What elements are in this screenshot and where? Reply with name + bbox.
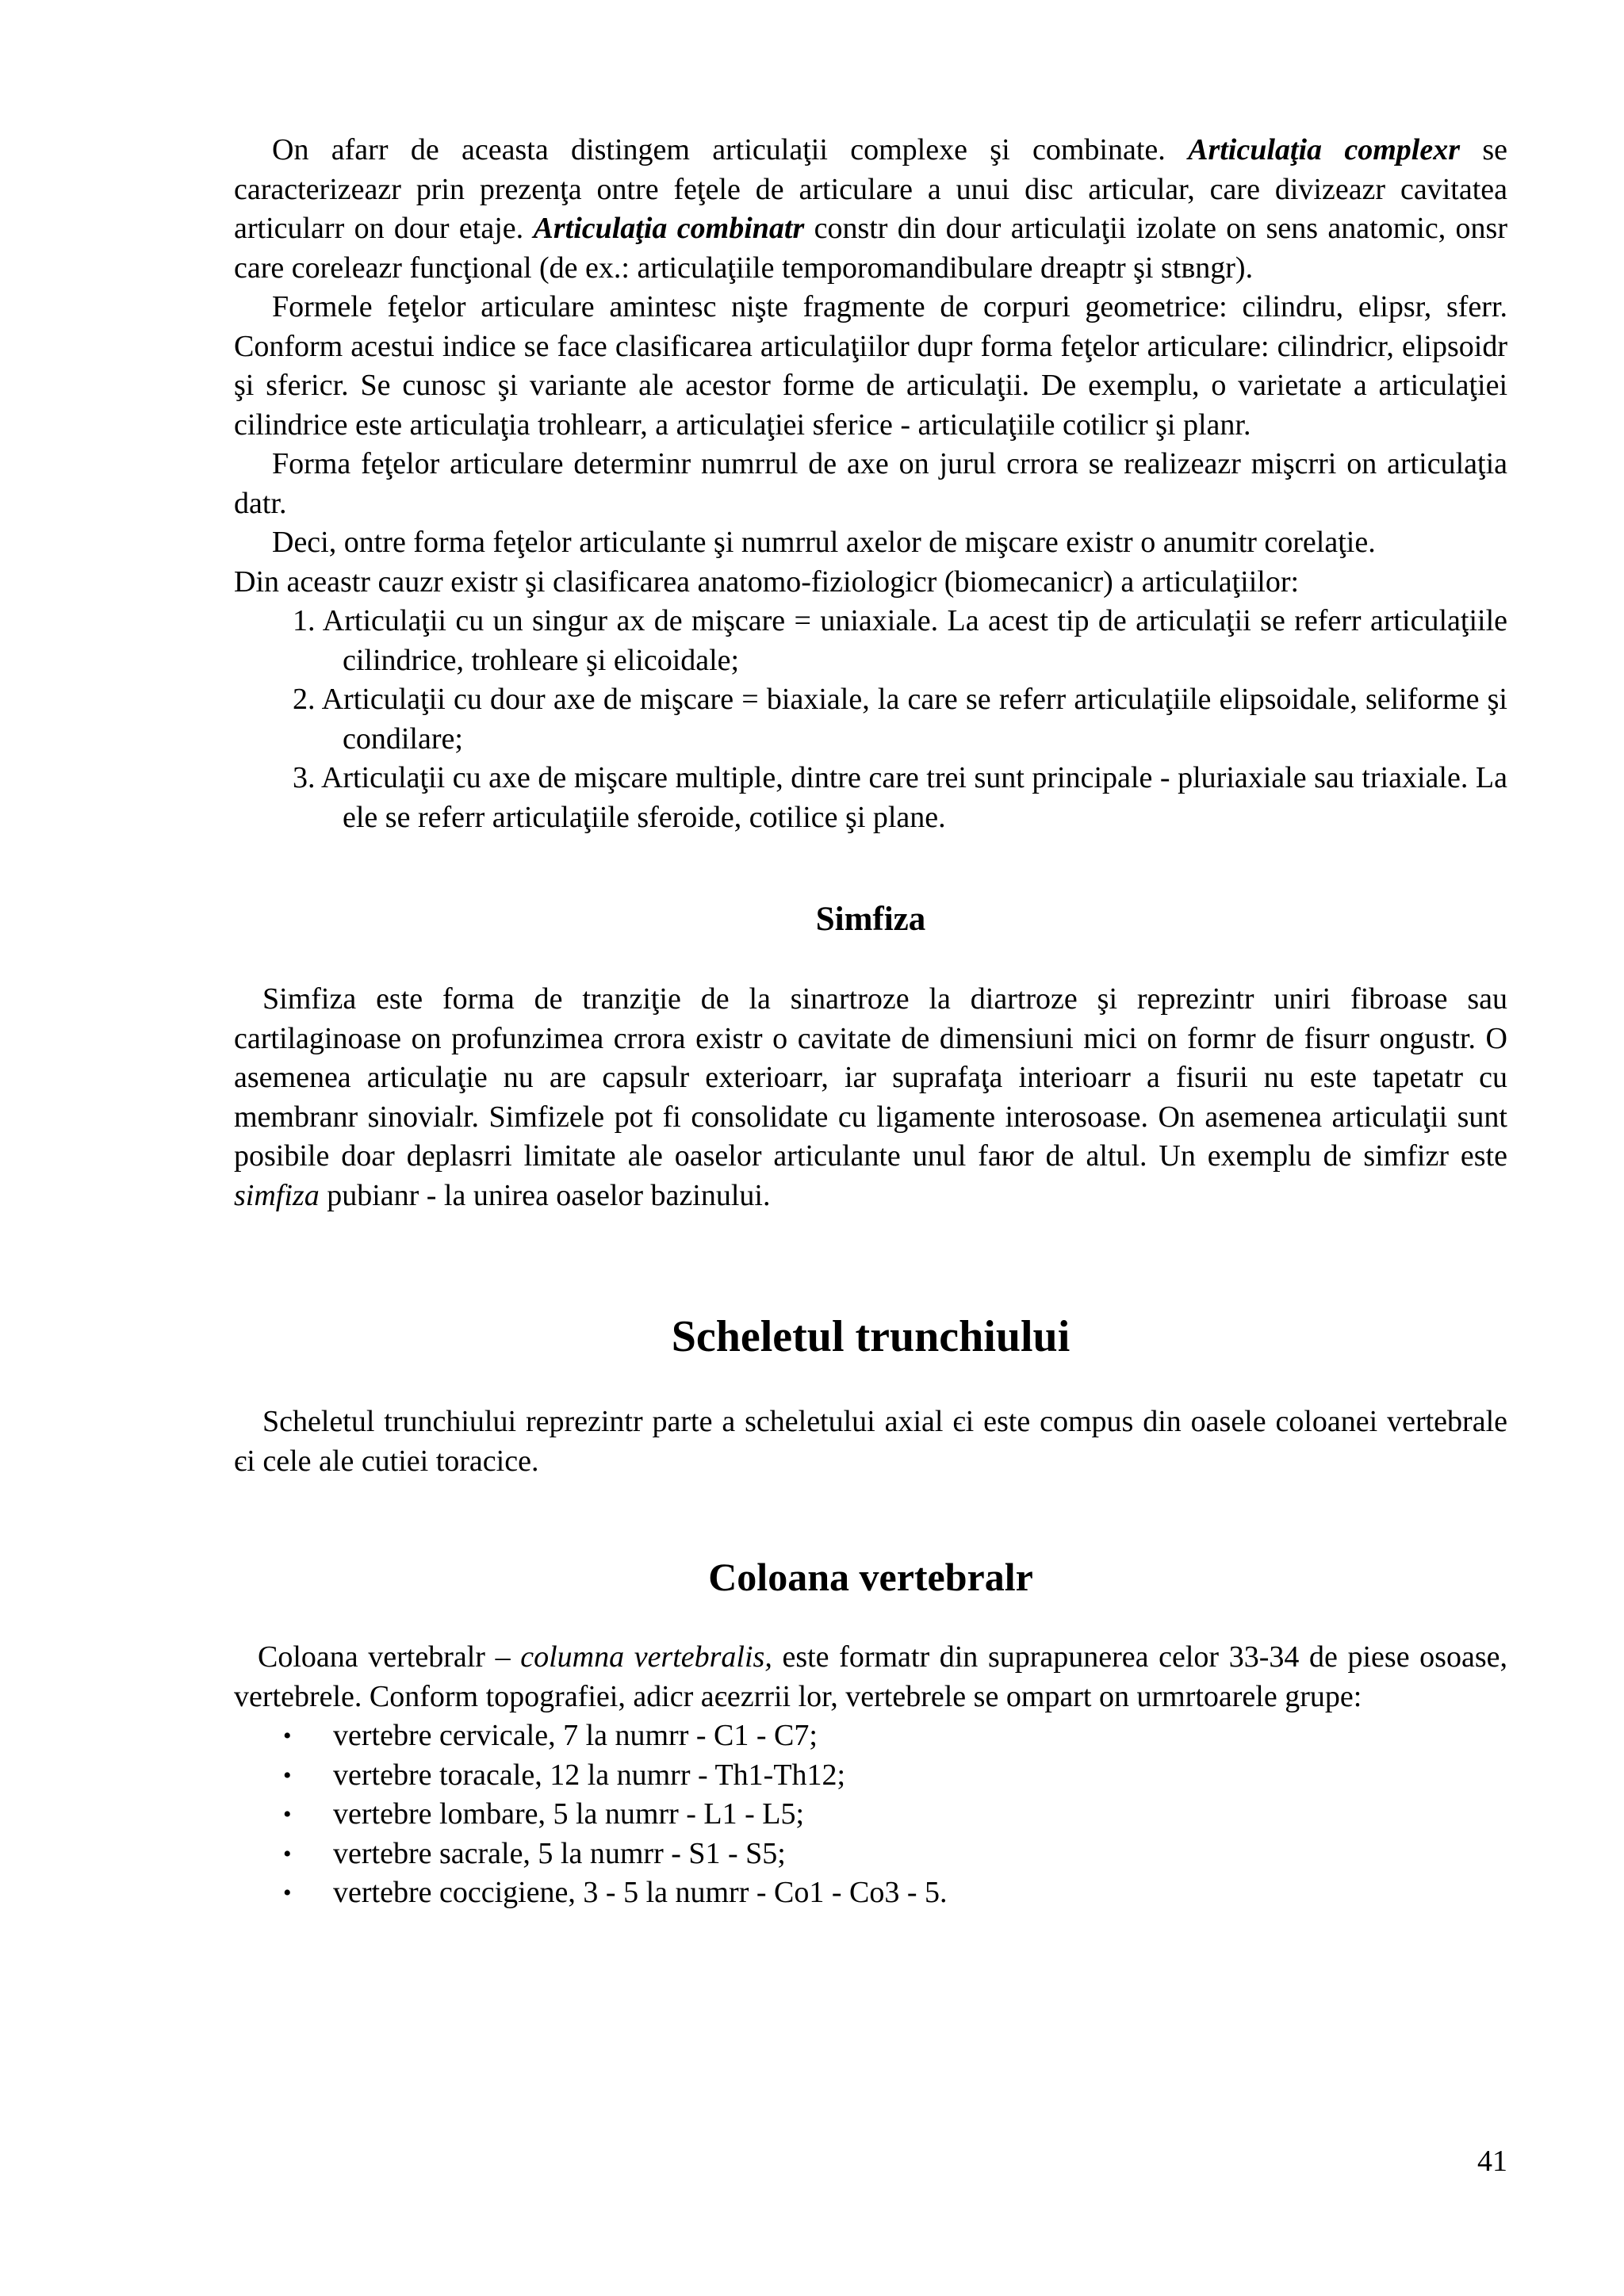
text-segment: este formatr din suprapunerea celor 33-34 de piese osoase, vertebrele. Conform topografiei, adicr aєezrrii lor, vertebrele se ompart on urmrtoarele grupe: <box>234 1640 1507 1713</box>
page-content <box>234 131 1507 1913</box>
heading-coloana-vertebrala: Coloana vertebralr <box>708 1555 1033 1599</box>
bullet-icon: • <box>283 1880 292 1906</box>
text-segment: constr din dour articulaţii izolate on sens anatomic, onsr care coreleazr funcţional (de ex.: articulaţiile temporomandibulare dreaptr şi stвngr). <box>234 212 1507 285</box>
text-segment: pubianr - la unirea oaselor bazinului. <box>319 1178 771 1212</box>
text-segment: Deci, ontre forma feţelor articulante şi numrrul axelor de mişcare existr o anumitr corelaţie. <box>272 526 1376 559</box>
term-articulatia-combinata: Articulaţia combinatr <box>533 212 805 245</box>
term-articulatia-complexa: Articulaţia complexr <box>1188 133 1460 166</box>
list-item-text: vertebre coccigiene, 3 - 5 la numrr - Co1 - Co3 - 5. <box>333 1876 948 1909</box>
paragraph-simfiza <box>234 980 1507 1215</box>
text-segment: Simfiza este forma de tranziţie de la sinartroze la diartroze şi reprezintr uniri fibroase sau cartilaginoase on profunzimea crrora existr o cavitate de dimensiuni mici on formr de fisurr ongustr. O asemenea articulaţie nu are capsulr exterioarr, iar suprafaţa interioarr a fisurii nu este tapetatr cu membranr sinovialr. Simfizele pot fi consolidate cu ligamente interosoase. On asemenea articulaţii sunt posibile doar deplasrri limitate ale oaselor articulante unul faюr de altul. Un exemplu de simfizr este <box>234 982 1507 1173</box>
list-item-text: vertebre lombare, 5 la numrr - L1 - L5; <box>333 1797 805 1831</box>
classification-list <box>234 602 1507 837</box>
paragraph-lead-line: Din aceastr cauzr existr şi clasificarea anatomo-fiziologicr (biomecanicr) a articulaţiilor: <box>234 564 1300 599</box>
heading-scheletul-trunchiului: Scheletul trunchiului <box>671 1312 1071 1361</box>
text-segment: Coloana vertebralr – <box>258 1640 521 1674</box>
text-segment: On afarr de aceasta distingem articulaţii complexe şi combinate. <box>272 133 1189 166</box>
paragraph-coloana <box>234 1638 1507 1716</box>
list-item: 1. Articulaţii cu un singur ax de mişcare = uniaxiale. La acest tip de articulaţii se referr articulaţiile cilindrice, trohleare şi elicoidale; <box>293 604 1507 677</box>
list-item <box>234 1835 1507 1874</box>
paragraph-formele-fetelor <box>234 288 1507 445</box>
list-item <box>234 1873 1507 1913</box>
list-item <box>234 1716 1507 1756</box>
term-simfiza: simfiza <box>234 1178 320 1212</box>
paragraph-forma-fetelor <box>234 445 1507 523</box>
list-item-text: vertebre toracale, 12 la numrr - Th1-Th12; <box>333 1758 846 1792</box>
text-segment: se caracterizeazr prin prezenţa ontre feţele de articulare a unui disc articular, care divizeazr cavitatea articularr on dour etaje. <box>234 133 1507 245</box>
page-number: 41 <box>1477 2145 1507 2178</box>
bullet-icon: • <box>283 1840 292 1867</box>
heading-simfiza: Simfiza <box>815 901 926 938</box>
list-item-text: vertebre cervicale, 7 la numrr - C1 - C7; <box>333 1719 818 1752</box>
paragraph-scheletul: Scheletul trunchiului reprezintr parte a scheletului axial єi este compus din oasele coloanei vertebrale єi cele ale cutiei toracice. <box>234 1405 1507 1478</box>
text-segment: Formele feţelor articulare amintesc nişte fragmente de corpuri geometrice: cilindru, elipsr, sferr. Conform acestui indice se face clasificarea articulaţiilor dupr forma feţelor articulare: cilindricr, elipsoidr şi sfericr. Se cunosc şi variante ale acestor forme de articulaţii. De exemplu, o varietate a articulaţiei cilindrice este articulaţia trohlearr, a articulaţiei sferice - articulaţiile cotilicr şi planr. <box>234 290 1507 442</box>
list-item <box>234 1756 1507 1796</box>
list-item: 3. Articulaţii cu axe de mişcare multiple, dintre care trei sunt principale - pluriaxiale sau triaxiale. La ele se referr articulaţiile sferoide, cotilice şi plane. <box>293 761 1507 834</box>
bullet-icon: • <box>283 1762 292 1789</box>
vertebrae-groups-list <box>234 1716 1507 1913</box>
bullet-icon: • <box>283 1723 292 1749</box>
list-item-text: vertebre sacrale, 5 la numrr - S1 - S5; <box>333 1836 786 1870</box>
list-item <box>234 1795 1507 1835</box>
list-item: 2. Articulaţii cu dour axe de mişcare = biaxiale, la care se referr articulaţiile elipsoidale, seliforme şi condilare; <box>293 683 1507 756</box>
text-segment: Forma feţelor articulare determinr numrrul de axe on jurul crrora se realizeazr mişcrri on articulaţia datr. <box>234 447 1507 520</box>
term-columna-vertebralis: columna vertebralis, <box>520 1640 772 1674</box>
paragraph-articulatii-complexe <box>234 131 1507 288</box>
paragraph-deci <box>234 523 1507 563</box>
bullet-icon: • <box>283 1801 292 1827</box>
